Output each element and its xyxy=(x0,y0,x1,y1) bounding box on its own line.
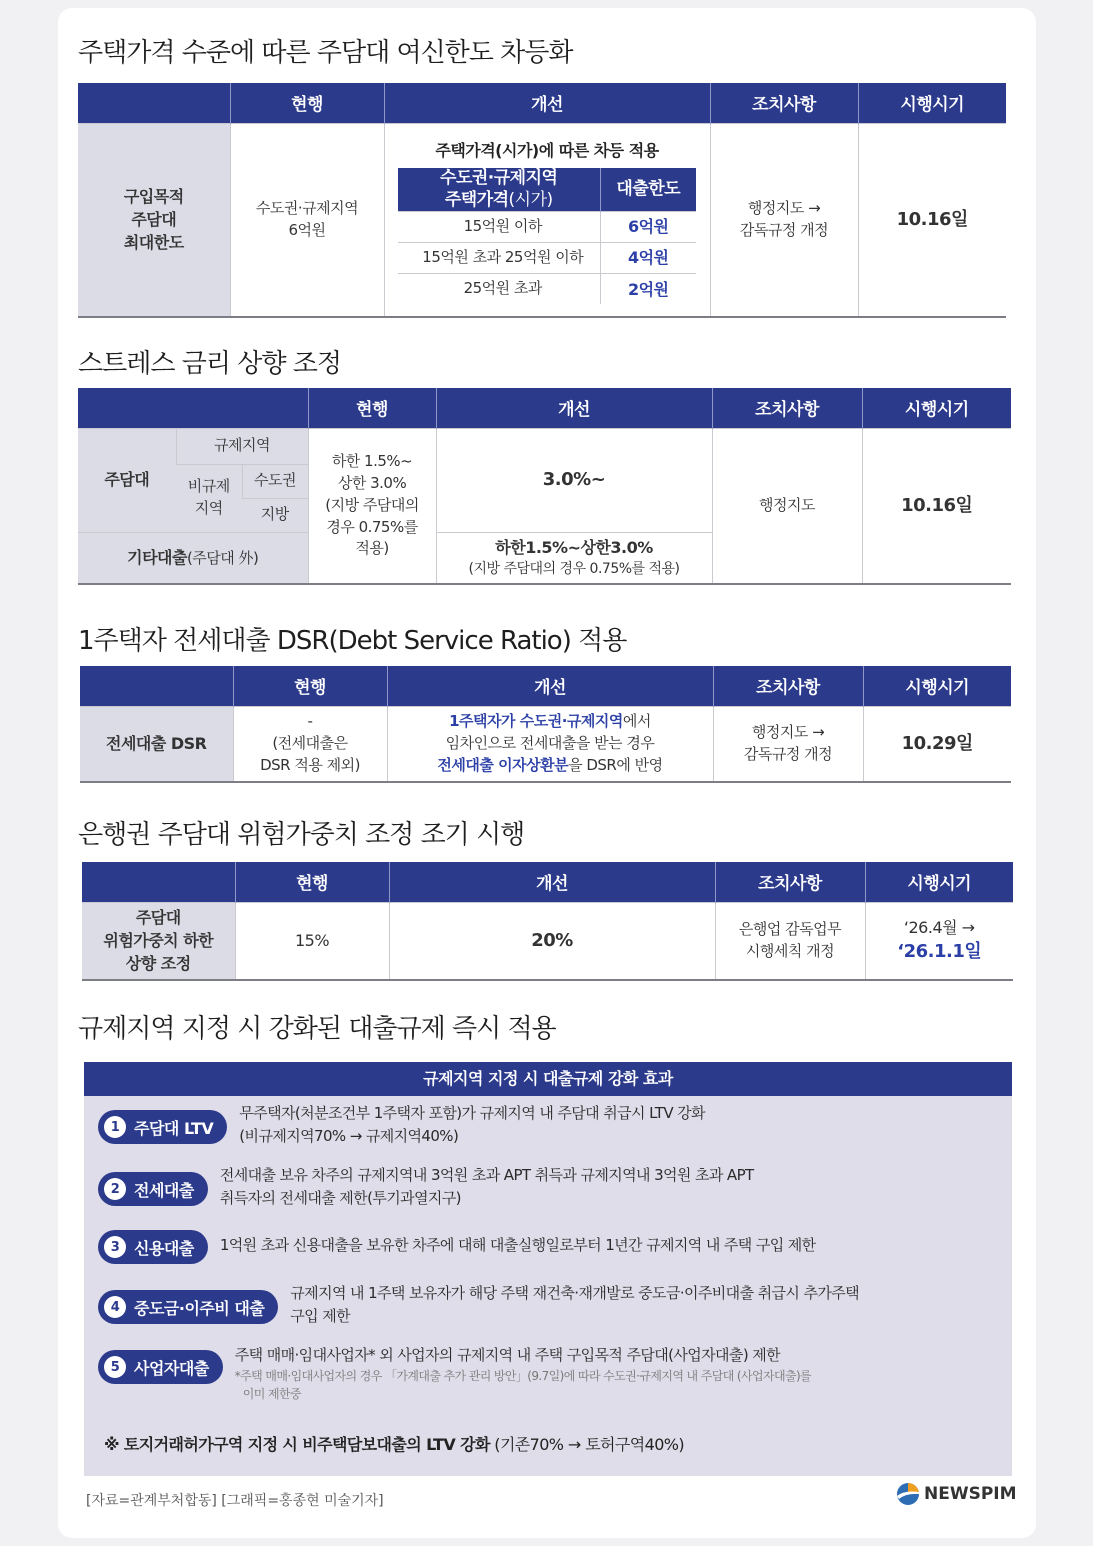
box-title: 규제지역 지정 시 대출규제 강화 효과 xyxy=(84,1062,1012,1096)
header-empty xyxy=(78,83,230,123)
header-improved: 개선 xyxy=(384,83,710,123)
table-ltv-limit xyxy=(78,83,1006,318)
header-empty xyxy=(80,666,233,706)
section-title-2: 스트레스 금리 상향 조정 xyxy=(78,349,341,379)
inner-header-limit: 대출한도 xyxy=(600,168,696,211)
section-title-3: 1주택자 전세대출 DSR(Debt Service Ratio) 적용 xyxy=(78,626,627,656)
item-text: 전세대출 보유 차주의 규제지역내 3억원 초과 APT 취득과 규제지역내 3억원 초과 APT 취득자의 전세대출 제한(투기과열지구) xyxy=(219,1166,754,1207)
local-area-label: 지방 xyxy=(242,498,308,532)
date-cell: 10.16일 xyxy=(858,123,1006,317)
effect-item-2 xyxy=(98,1166,754,1209)
improved-mortgage: 3.0%~ xyxy=(436,428,712,532)
date-cell: 10.16일 xyxy=(862,428,1011,584)
inner-limit-table xyxy=(398,168,696,304)
header-action: 조치사항 xyxy=(713,666,863,706)
section-title-1: 주택가격 수준에 따른 주담대 여신한도 차등화 xyxy=(78,38,573,68)
inner-header-price: 수도권·규제지역 주택가격(시가) xyxy=(398,168,600,211)
item-pill: 4 중도금·이주비 대출 xyxy=(98,1290,278,1324)
item-text: 주택 매매·임대사업자* 외 사업자의 규제지역 내 주택 구입목적 주담대(사업자대출) 제한 *주택 매매·임대사업자의 경우 「가계대출 추가 관리 방안」(9.7일)에 따라 수도권·규제지역 내 주담대 (사업자대출)를 이미 제한중 xyxy=(235,1344,811,1404)
effect-item-4 xyxy=(98,1284,860,1327)
header-action: 조치사항 xyxy=(712,388,862,428)
price-range: 25억원 초과 xyxy=(398,273,600,304)
land-permit-footnote: ※ 토지거래허가구역 지정 시 비주택담보대출의 LTV 강화 (기존70% → 토허구역40%) xyxy=(104,1435,685,1454)
item-text: 무주택자(처분조건부 1주택자 포함)가 규제지역 내 주담대 취급시 LTV 강화 (비규제지역70% → 규제지역40%) xyxy=(239,1104,705,1145)
item-pill: 3 신용대출 xyxy=(98,1230,208,1264)
current-value: 15% xyxy=(235,902,389,980)
date-cell: 10.29일 xyxy=(863,706,1011,782)
header-current: 현행 xyxy=(230,83,384,123)
newspim-logo: NEWSPIM xyxy=(896,1482,1017,1506)
improved-cell xyxy=(384,123,710,317)
header-current: 현행 xyxy=(235,862,389,902)
row-label: 주담대 위험가중치 하한 상향 조정 xyxy=(82,902,235,980)
loan-limit: 4억원 xyxy=(600,242,696,273)
improved-other: 하한1.5%~상한3.0% (지방 주담대의 경우 0.75%를 적용) xyxy=(436,532,712,584)
action-cell: 행정지도 xyxy=(712,428,862,584)
header-action: 조치사항 xyxy=(710,83,858,123)
item-text: 규제지역 내 1주택 보유자가 해당 주택 재건축·재개발로 중도금·이주비대출 취급시 추가주택 구입 제한 xyxy=(290,1284,860,1325)
table-stress-rate xyxy=(78,388,1011,585)
header-improved: 개선 xyxy=(436,388,712,428)
header-improved: 개선 xyxy=(387,666,713,706)
item-pill: 5 사업자대출 xyxy=(98,1350,223,1384)
header-date: 시행시기 xyxy=(858,83,1006,123)
action-cell: 행정지도 → 감독규정 개정 xyxy=(710,123,858,317)
improved-value: 20% xyxy=(389,902,715,980)
regulation-effect-box xyxy=(84,1062,1012,1476)
item-pill: 1 주담대 LTV xyxy=(98,1110,227,1144)
item-note: *주택 매매·임대사업자의 경우 「가계대출 추가 관리 방안」(9.7일)에 따라 수도권·규제지역 내 주담대 (사업자대출)를 이미 제한중 xyxy=(234,1368,812,1402)
action-cell: 은행업 감독업무 시행세칙 개정 xyxy=(715,902,865,980)
row-label: 구입목적 주담대 최대한도 xyxy=(78,123,230,317)
header-empty xyxy=(82,862,235,902)
current-value: - (전세대출은 DSR 적용 제외) xyxy=(233,706,387,782)
price-range: 15억원 초과 25억원 이하 xyxy=(398,242,600,273)
effect-item-5 xyxy=(98,1346,812,1404)
header-empty xyxy=(78,388,308,428)
other-loan-label: 기타대출(주담대 外) xyxy=(78,532,308,584)
header-current: 현행 xyxy=(308,388,436,428)
table-risk-weight xyxy=(82,862,1013,981)
header-date: 시행시기 xyxy=(862,388,1011,428)
source-credit: [자료=관계부처합동] [그래픽=홍종현 미술기자] xyxy=(86,1493,384,1509)
effect-item-3 xyxy=(98,1230,816,1264)
loan-limit: 2억원 xyxy=(600,273,696,304)
loan-limit: 6억원 xyxy=(600,211,696,242)
price-range: 15억원 이하 xyxy=(398,211,600,242)
newspim-logo-icon xyxy=(896,1482,920,1506)
effect-item-1 xyxy=(98,1104,705,1147)
date-cell: ‘26.4월 → ‘26.1.1일 xyxy=(865,902,1013,980)
section-title-5: 규제지역 지정 시 강화된 대출규제 즉시 적용 xyxy=(78,1014,556,1044)
header-improved: 개선 xyxy=(389,862,715,902)
table-jeonse-dsr xyxy=(80,666,1011,783)
item-text: 1억원 초과 신용대출을 보유한 차주에 대해 대출실행일로부터 1년간 규제지역 내 주택 구입 제한 xyxy=(219,1236,816,1254)
non-regulated-label: 비규제 지역 xyxy=(176,464,242,532)
mortgage-label: 주담대 xyxy=(78,428,176,532)
header-date: 시행시기 xyxy=(865,862,1013,902)
header-action: 조치사항 xyxy=(715,862,865,902)
section-title-4: 은행권 주담대 위험가중치 조정 조기 시행 xyxy=(78,820,525,850)
current-value: 수도권·규제지역 6억원 xyxy=(230,123,384,317)
item-pill: 2 전세대출 xyxy=(98,1172,208,1206)
row-label: 전세대출 DSR xyxy=(80,706,233,782)
improved-cell: 1주택자가 수도권·규제지역에서 임차인으로 전세대출을 받는 경우 전세대출 이자상환분을 DSR에 반영 xyxy=(387,706,713,782)
inner-title: 주택가격(시가)에 따른 차등 적용 xyxy=(435,141,659,161)
regulated-area-label: 규제지역 xyxy=(176,428,308,464)
current-value: 하한 1.5%~ 상한 3.0% (지방 주담대의 경우 0.75%를 적용) xyxy=(308,428,436,584)
action-cell: 행정지도 → 감독규정 개정 xyxy=(713,706,863,782)
header-date: 시행시기 xyxy=(863,666,1011,706)
capital-area-label: 수도권 xyxy=(242,464,308,498)
header-current: 현행 xyxy=(233,666,387,706)
